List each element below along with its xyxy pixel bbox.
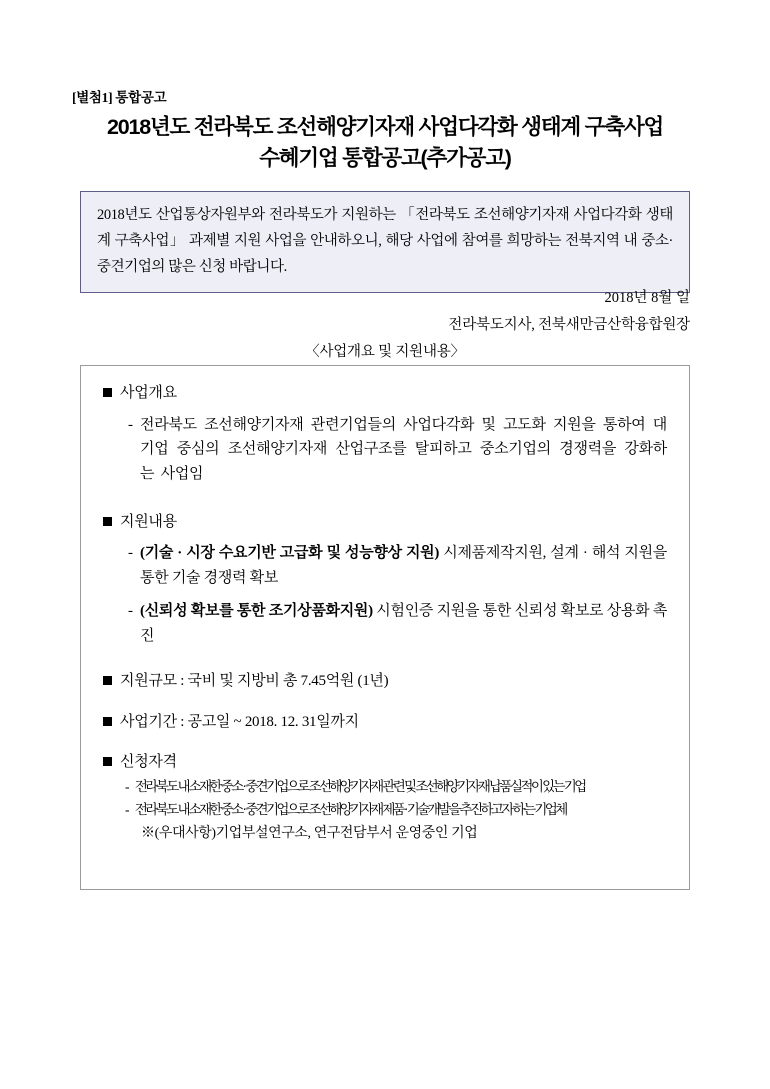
page-title-line-1: 2018년도 전라북도 조선해양기자재 사업다각화 생태계 구축사업: [106, 115, 664, 139]
section-heading-text: 사업개요: [120, 385, 177, 401]
dash-bullet-icon: -: [125, 778, 129, 794]
dash-bullet-icon: -: [125, 802, 129, 817]
page-title: [0, 112, 770, 173]
issue-date: 2018년 8월 일: [604, 290, 690, 306]
section-heading-period: [103, 711, 667, 734]
list-item-bold: (기술 · 시장 수요기반 고급화 및 성능향상 지원): [140, 545, 440, 562]
list-item-text: 전라북도 내 소재한 중소 · 중견기업으로 조선해양기자재 제품 · 기술개발을 추진하고자 하는 기업체: [134, 802, 566, 817]
section-caption: 〈사업개요 및 지원내용〉: [305, 344, 465, 360]
square-bullet-icon: [103, 717, 112, 726]
signers: 전라북도지사, 전북새만금산학융합원장: [448, 317, 690, 333]
list-item-rest: 시험인증 지원을 통한 신뢰성 확보로 상용화 촉진: [140, 602, 668, 644]
section-heading-overview: [103, 382, 667, 405]
list-item: [103, 541, 667, 591]
dash-bullet-icon: -: [128, 545, 133, 562]
dash-bullet-icon: -: [128, 416, 133, 433]
list-item-text: [140, 541, 667, 591]
section-heading-eligibility: [103, 751, 667, 774]
list-item: [103, 599, 667, 649]
attachment-label: [별첨1] 통합공고: [72, 90, 167, 105]
list-item: [103, 777, 667, 797]
list-item-text: [140, 599, 667, 649]
overview-box: [80, 365, 690, 890]
square-bullet-icon: [103, 676, 112, 685]
dash-bullet-icon: -: [128, 602, 133, 619]
page-title-line-2: 수혜기업 통합공고(추가공고): [259, 145, 511, 170]
list-item-bold: (신뢰성 확보를 통한 조기상품화지원): [140, 602, 373, 619]
section-heading-budget: [103, 670, 667, 693]
list-item-rest: 시제품제작지원, 설계 · 해석 지원을 통한 기술 경쟁력 확보: [140, 545, 667, 586]
section-heading-support: [103, 511, 667, 534]
section-heading-text: 지원규모 : 국비 및 지방비 총 7.45억원 (1년): [120, 673, 389, 690]
list-item-text: 전라북도 내 소재한 중소 · 중견기업으로 조선해양기자재 관련 및 조선해양기자재 납품실적이 있는 기업: [134, 778, 585, 794]
section-heading-text: 사업기간 : 공고일 ~ 2018. 12. 31일까지: [120, 713, 359, 730]
section-heading-text: 신청자격: [120, 754, 177, 771]
intro-box: 2018년도 산업통상자원부와 전라북도가 지원하는 「전라북도 조선해양기자재 사업다각화 생태계 구축사업」 과제별 지원 사업을 안내하오니, 해당 사업에 참여를 희망하는 전북지역 내 중소·중견기업의 많은 신청 바랍니다.: [80, 191, 690, 293]
square-bullet-icon: [103, 388, 112, 397]
list-item-text: 전라북도 조선해양기자재 관련기업들의 사업다각화 및 고도화 지원을 통하여 대기업 중심의 조선해양기자재 산업구조를 탈피하고 중소기업의 경쟁력을 강화하는 사업임: [140, 416, 667, 482]
eligibility-note: ※(우대사항)기업부설연구소, 연구전담부서 운영중인 기업: [141, 826, 478, 842]
square-bullet-icon: [103, 517, 112, 526]
list-item: [103, 800, 667, 820]
list-item: [103, 413, 667, 487]
square-bullet-icon: [103, 757, 112, 766]
section-heading-text: 지원내용: [120, 513, 177, 530]
